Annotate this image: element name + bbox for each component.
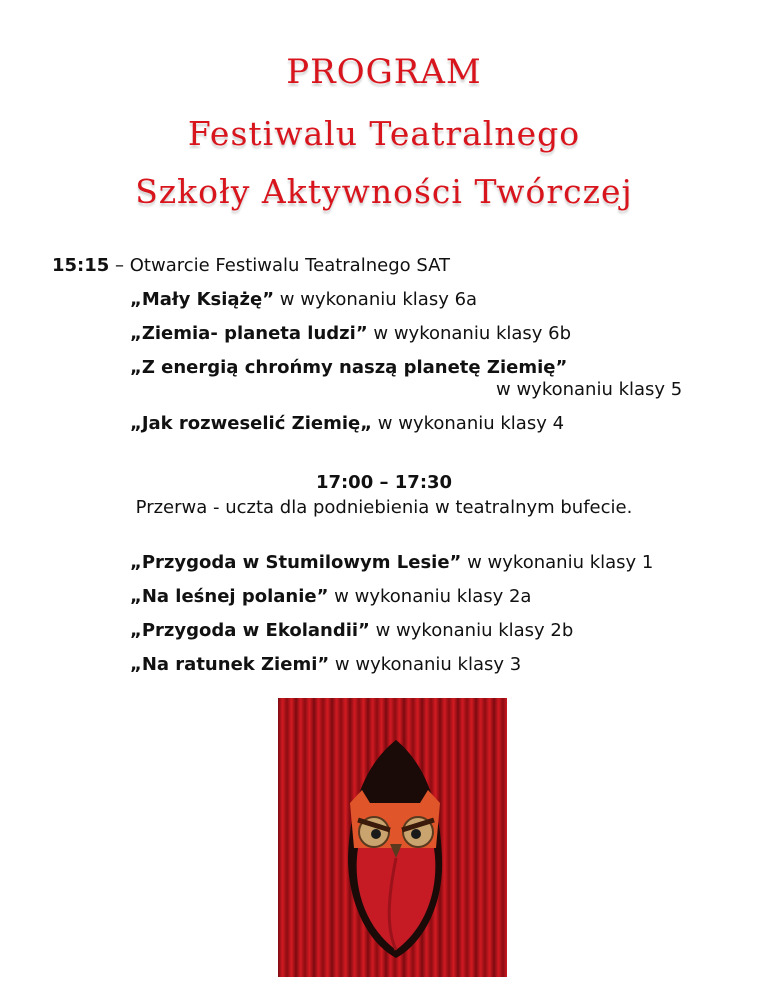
performance-title: „Przygoda w Ekolandii” xyxy=(130,620,370,641)
break-time-text: 17:00 – 17:30 xyxy=(315,472,453,493)
performance-title: „Jak rozweselić Ziemię„ xyxy=(130,413,373,434)
performance-item xyxy=(130,289,477,311)
performance-title: „Z energią chrońmy naszą planetę Ziemię” xyxy=(130,357,568,378)
performance-class: w wykonaniu klasy 6a xyxy=(274,289,478,310)
title-festival: Festiwalu Teatralnego xyxy=(187,114,581,153)
performance-class: w wykonaniu klasy 6b xyxy=(367,323,572,344)
title-school: Szkoły Aktywności Twórczej xyxy=(135,172,633,211)
performance-title: „Mały Książę” xyxy=(130,289,275,310)
performance-item xyxy=(130,323,571,345)
performance-class: w wykonaniu klasy 3 xyxy=(329,654,522,675)
opening-line xyxy=(52,255,450,277)
performance-item xyxy=(130,620,573,642)
performance-item xyxy=(130,586,531,608)
performance-class: w wykonaniu klasy 1 xyxy=(461,552,654,573)
performance-title: „Ziemia- planeta ludzi” xyxy=(130,323,368,344)
performance-title: „Przygoda w Stumilowym Lesie” xyxy=(130,552,462,573)
owl-curtain-icon xyxy=(278,698,507,977)
opening-text: – Otwarcie Festiwalu Teatralnego SAT xyxy=(109,255,451,276)
performance-title: „Na ratunek Ziemi” xyxy=(130,654,330,675)
performance-item xyxy=(130,654,521,676)
title-program: PROGRAM xyxy=(286,52,482,92)
performance-class: w wykonaniu klasy 2a xyxy=(328,586,532,607)
break-text: Przerwa - uczta dla podniebienia w teatralnym bufecie. xyxy=(135,497,633,518)
performance-class: w wykonaniu klasy 2b xyxy=(369,620,574,641)
performance-item xyxy=(130,552,653,574)
performance-title: „Na leśnej polanie” xyxy=(130,586,329,607)
break-time xyxy=(0,472,768,494)
opening-time: 15:15 xyxy=(52,255,110,276)
performance-class: w wykonaniu klasy 4 xyxy=(372,413,565,434)
performance-class: w wykonaniu klasy 5 xyxy=(496,379,683,400)
performance-item xyxy=(130,357,567,379)
performance-item xyxy=(130,413,564,435)
